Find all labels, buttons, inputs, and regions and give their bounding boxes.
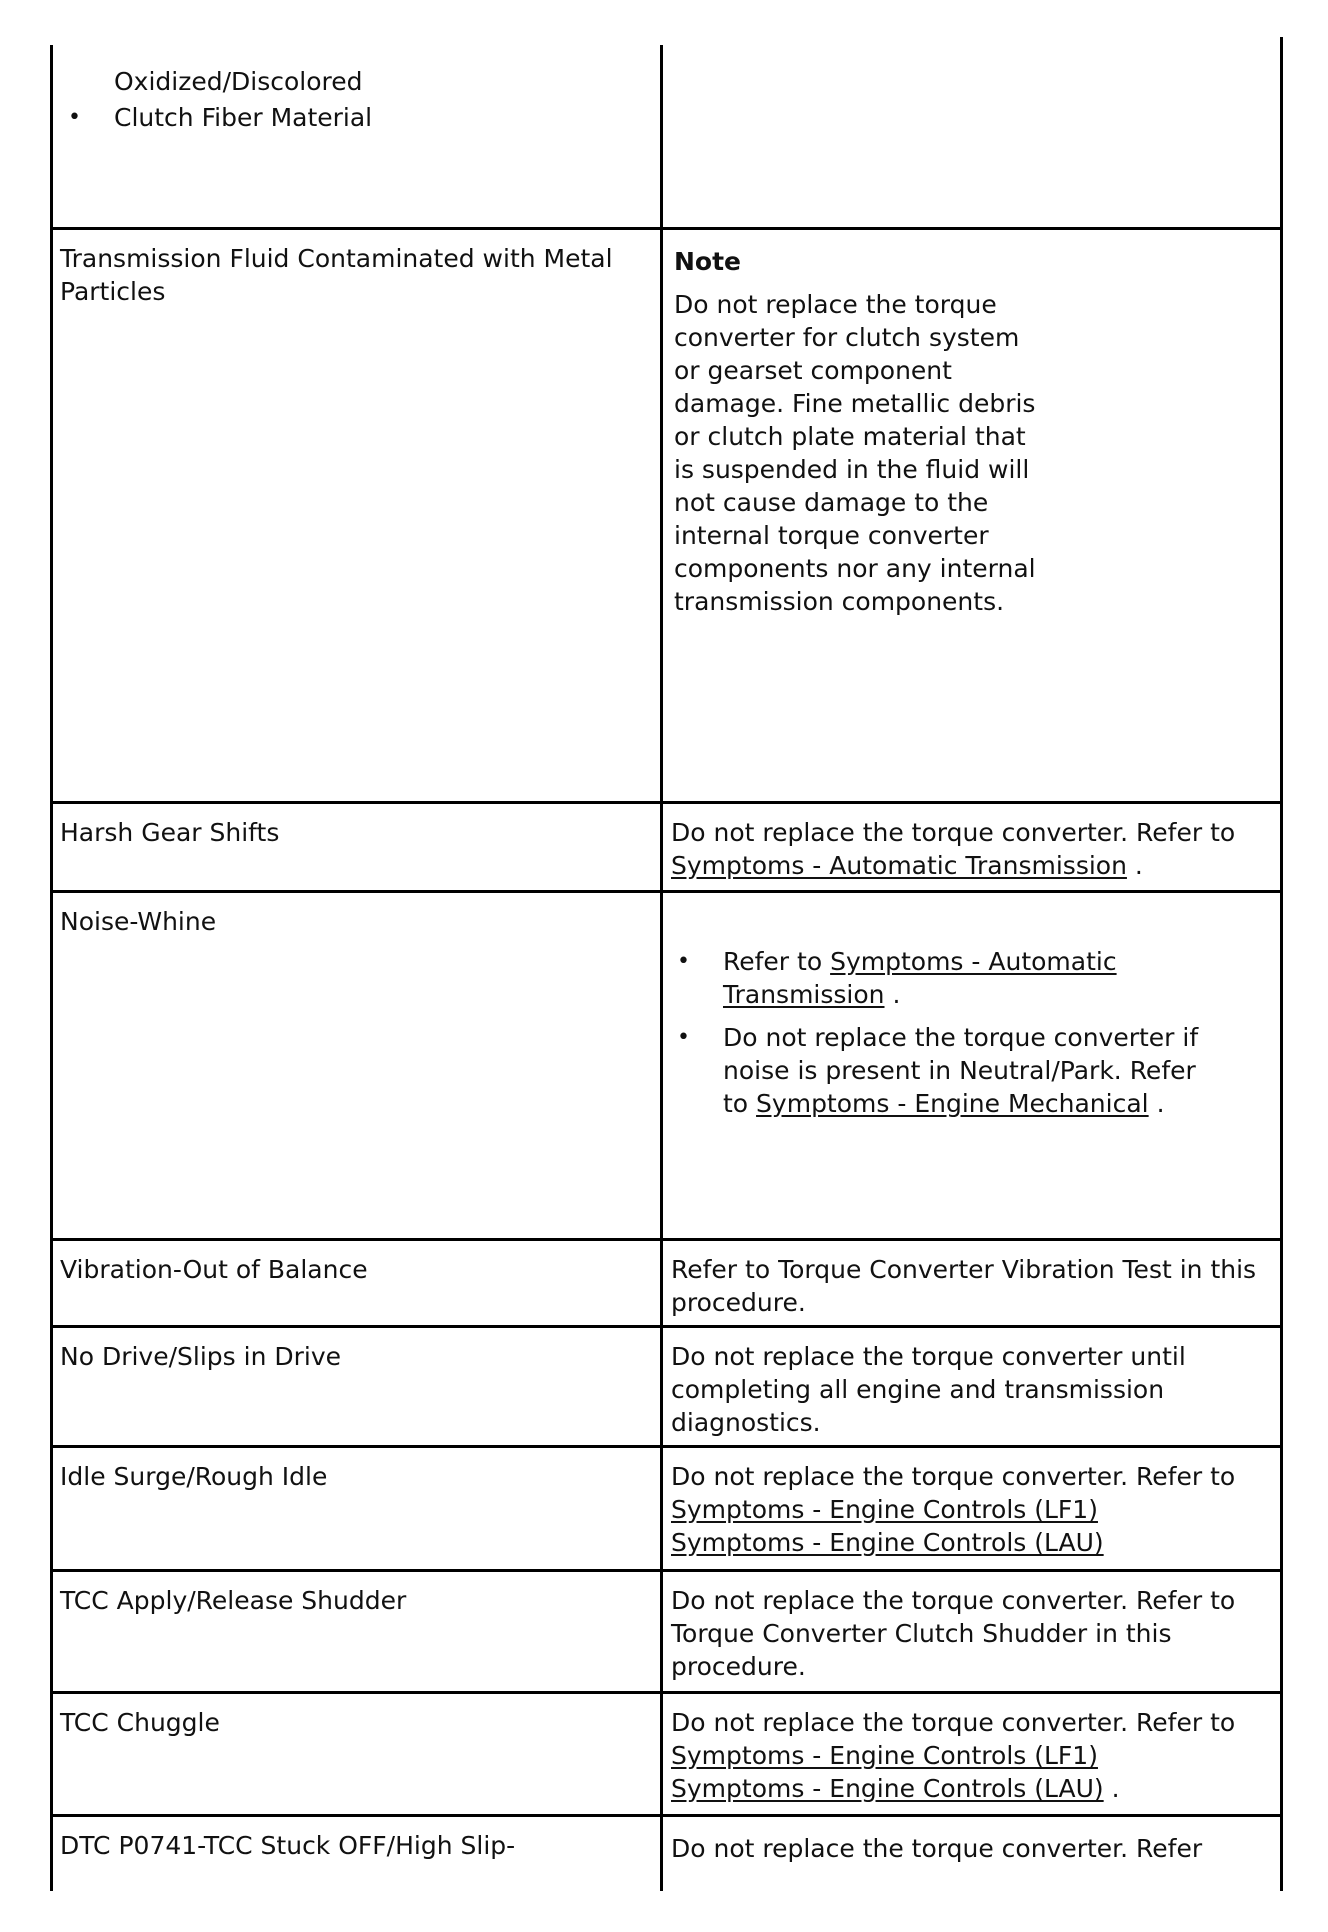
list-item: • Clutch Fiber Material: [62, 101, 652, 134]
action-text: Do not replace the torque converter if noise is present in Neutral/Park. Refer to: [723, 1023, 1199, 1118]
action-text: .: [1148, 1089, 1165, 1118]
condition-cell: Harsh Gear Shifts: [60, 818, 280, 847]
link-symptoms-automatic-transmission[interactable]: Symptoms - Automatic Transmission: [723, 947, 1117, 1009]
link-symptoms-engine-controls-lf1[interactable]: Symptoms - Engine Controls (LF1): [671, 1495, 1098, 1524]
action-cell: [671, 816, 1271, 882]
action-cell: Do not replace the torque converter. Refer to Torque Converter Clutch Shudder in this procedure.: [671, 1586, 1236, 1681]
link-symptoms-engine-controls-lf1[interactable]: Symptoms - Engine Controls (LF1): [671, 1741, 1098, 1770]
action-text: Refer to: [723, 947, 831, 976]
row-divider: [50, 1569, 1283, 1572]
note-title: Note: [674, 247, 742, 276]
condition-bullet-list: [62, 101, 652, 134]
action-text: .: [884, 980, 901, 1009]
condition-cell: TCC Chuggle: [60, 1708, 220, 1737]
condition-cell: No Drive/Slips in Drive: [60, 1342, 342, 1371]
action-text: .: [1126, 851, 1143, 880]
condition-cell: Transmission Fluid Contaminated with Metal Particles: [60, 244, 613, 306]
row-divider: [50, 1325, 1283, 1328]
row-divider: [50, 801, 1283, 804]
list-item-continued: Oxidized/Discolored: [114, 67, 363, 96]
row-divider: [50, 1445, 1283, 1448]
list-item: [671, 945, 1211, 1011]
action-cell: Do not replace the torque converter. Refer: [671, 1834, 1203, 1863]
condition-cell: Vibration-Out of Balance: [60, 1255, 368, 1284]
table-border-left: [50, 45, 53, 1891]
condition-cell: Noise-Whine: [60, 907, 217, 936]
link-symptoms-engine-controls-lau[interactable]: Symptoms - Engine Controls (LAU): [671, 1774, 1104, 1803]
note-cell: [674, 245, 1274, 618]
link-symptoms-automatic-transmission[interactable]: Symptoms - Automatic Transmission: [671, 851, 1127, 880]
table-border-right: [1280, 37, 1283, 1891]
row-divider: [50, 890, 1283, 893]
row-divider: [50, 1691, 1283, 1694]
action-text: Do not replace the torque converter. Refer to: [671, 818, 1236, 847]
action-cell: [671, 1460, 1271, 1559]
action-cell: Refer to Torque Converter Vibration Test in this procedure.: [671, 1255, 1257, 1317]
link-symptoms-engine-controls-lau[interactable]: Symptoms - Engine Controls (LAU): [671, 1528, 1104, 1557]
link-symptoms-engine-mechanical[interactable]: Symptoms - Engine Mechanical: [756, 1089, 1149, 1118]
condition-cell: DTC P0741-TCC Stuck OFF/High Slip-: [60, 1831, 516, 1860]
action-cell: Do not replace the torque converter until completing all engine and transmission diagnostics.: [671, 1342, 1186, 1437]
action-cell: [671, 1706, 1271, 1805]
row-divider: [50, 1238, 1283, 1241]
action-text: Do not replace the torque converter. Refer to: [671, 1462, 1236, 1491]
action-bullet-list: [671, 945, 1211, 1120]
row-divider: [50, 227, 1283, 230]
note-body: Do not replace the torque converter for clutch system or gearset component damage. Fine metallic debris or clutch plate material that is suspended in the fluid will not cause damage to the internal torque converter components nor any internal transmission components.: [674, 290, 1036, 616]
action-cell: [671, 945, 1211, 1130]
action-text: .: [1103, 1774, 1120, 1803]
column-divider: [660, 45, 663, 1891]
action-text: Do not replace the torque converter. Refer to: [671, 1708, 1236, 1737]
condition-cell: Idle Surge/Rough Idle: [60, 1462, 328, 1491]
condition-cell: TCC Apply/Release Shudder: [60, 1586, 407, 1615]
list-item: [671, 1021, 1211, 1120]
table-row-continued-condition: [62, 65, 652, 134]
row-divider: [50, 1814, 1283, 1817]
